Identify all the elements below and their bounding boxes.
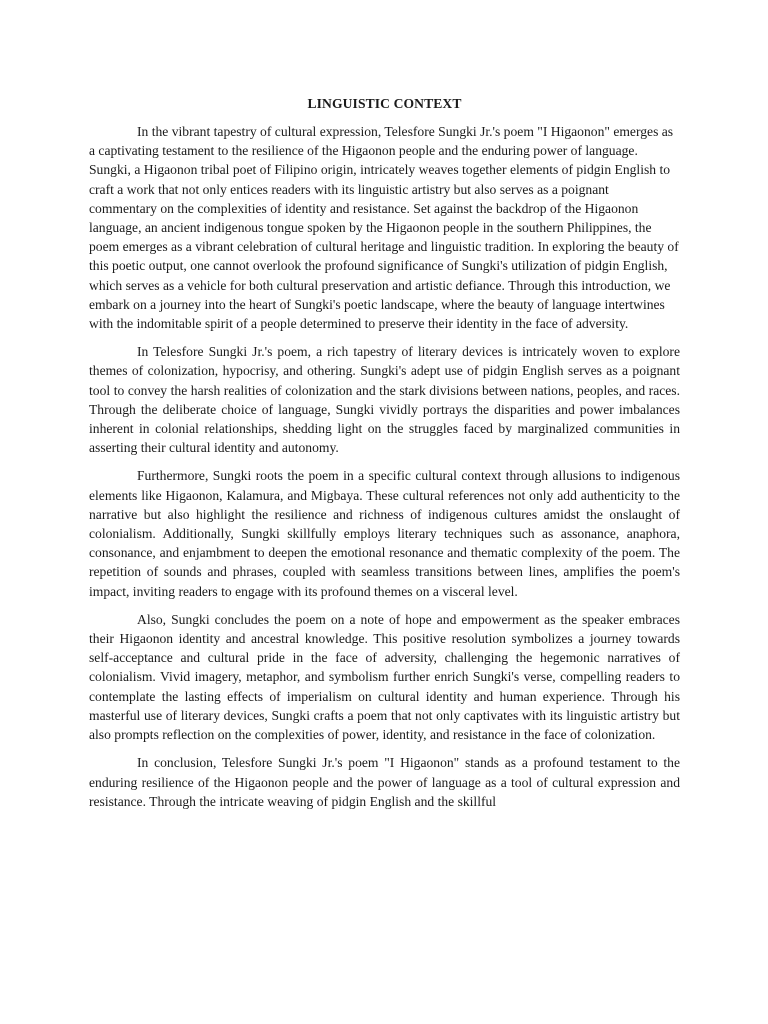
paragraph-literary-devices: In Telesfore Sungki Jr.'s poem, a rich tapestry of literary devices is intricately woven to explore themes of colonization, hypocrisy, and othering. Sungki's adept use of pidgin English serves as a poignant tool to convey the harsh realities of colonization and the stark divisions between nations, peoples, and races. Through the deliberate choice of language, Sungki vividly portrays the disparities and power imbalances inherent in colonial relationships, shedding light on the struggles faced by marginalized communities in asserting their cultural identity and autonomy. [89,344,680,456]
section-heading: LINGUISTIC CONTEXT [307,96,462,111]
paragraph-conclusion: In conclusion, Telesfore Sungki Jr.'s poem "I Higaonon" stands as a profound testament to the enduring resilience of the Higaonon people and the power of language as a tool of cultural expression and resistance. Through the intricate weaving of pidgin English and the skillful [89,755,680,809]
paragraph-cultural-context: Furthermore, Sungki roots the poem in a specific cultural context through allusions to indigenous elements like Higaonon, Kalamura, and Migbaya. These cultural references not only add authenticity to the narrative but also highlight the resilience and richness of indigenous cultures amidst the onslaught of colonialism. Additionally, Sungki skillfully employs literary techniques such as assonance, anaphora, consonance, and enjambment to deepen the emotional resonance and thematic complexity of the poem. The repetition of sounds and phrases, coupled with seamless transitions between lines, amplifies the poem's impact, inviting readers to engage with its profound themes on a visceral level. [89,468,680,599]
paragraph-introduction: In the vibrant tapestry of cultural expression, Telesfore Sungki Jr.'s poem "I Higaonon" emerges as a captivating testament to the resilience of the Higaonon people and the enduring power of language. Sungki, a Higaonon tribal poet of Filipino origin, intricately weaves together elements of pidgin English to craft a work that not only entices readers with its linguistic artistry but also serves as a poignant commentary on the complexities of identity and resistance. Set against the backdrop of the Higaonon language, an ancient indigenous tongue spoken by the Higaonon people in the southern Philippines, the poem emerges as a vibrant celebration of cultural heritage and linguistic tradition. In exploring the beauty of this poetic output, one cannot overlook the profound significance of Sungki's utilization of pidgin English, which serves as a vehicle for both cultural preservation and artistic defiance. Through this introduction, we embark on a journey into the heart of Sungki's poetic landscape, where the beauty of language intertwines with the indomitable spirit of a people determined to preserve their identity in the face of adversity. [89,124,679,332]
paragraph-hope-empowerment: Also, Sungki concludes the poem on a note of hope and empowerment as the speaker embraces their Higaonon identity and ancestral knowledge. This positive resolution symbolizes a journey towards self-acceptance and cultural pride in the face of adversity, challenging the hegemonic narratives of colonialism. Vivid imagery, metaphor, and symbolism further enrich Sungki's verse, compelling readers to contemplate the lasting effects of imperialism on cultural identity and human experience. Through his masterful use of literary devices, Sungki crafts a poem that not only captivates with its linguistic artistry but also prompts reflection on the complexities of power, identity, and resistance in the face of colonization. [89,611,680,743]
